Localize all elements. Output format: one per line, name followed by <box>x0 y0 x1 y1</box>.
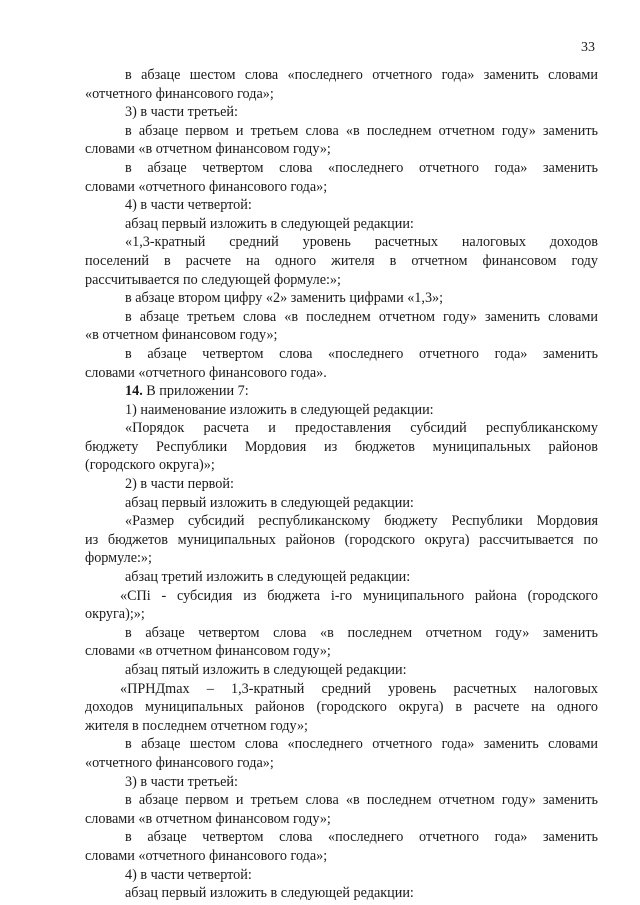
text-line: в абзаце четвертом слова «последнего отчетного года» заменить <box>125 159 598 176</box>
text-line: (городского округа)»; <box>85 457 215 474</box>
text-line: формуле:»; <box>85 550 152 567</box>
text-line: абзац третий изложить в следующей редакции: <box>125 569 411 586</box>
text-line: в абзаце четвертом слова «последнего отчетного года» заменить <box>125 345 598 362</box>
text-line: 3) в части третьей: <box>125 104 238 121</box>
page-number: 33 <box>581 40 595 55</box>
text-line: словами «отчетного финансового года»; <box>85 178 328 195</box>
text-line: абзац первый изложить в следующей редакции: <box>125 215 414 232</box>
text-line: в абзаце шестом слова «последнего отчетного года» заменить словами <box>125 736 598 753</box>
text-line: в абзаце втором цифру «2» заменить цифрами «1,3»; <box>125 290 444 307</box>
text-line: «Порядок расчета и предоставления субсидий республиканскому <box>125 420 598 437</box>
text-line: «отчетного финансового года»; <box>85 85 274 102</box>
text-line: в абзаце первом и третьем слова «в последнем отчетном году» заменить <box>125 122 598 139</box>
text-line: 4) в части четвертой: <box>125 197 252 214</box>
text-line: поселений в расчете на одного жителя в отчетном финансовом году <box>85 252 598 269</box>
text-line: в абзаце четвертом слова «последнего отчетного года» заменить <box>125 829 598 846</box>
text-line: в абзаце третьем слова «в последнем отчетном году» заменить словами <box>125 308 598 325</box>
text-line: в абзаце первом и третьем слова «в последнем отчетном году» заменить <box>125 792 598 809</box>
text-line: в абзаце четвертом слова «в последнем отчетном году» заменить <box>125 624 598 641</box>
text-line: словами «отчетного финансового года»; <box>85 847 328 864</box>
text-line: «ПРНДmax – 1,3-кратный средний уровень расчетных налоговых <box>120 680 598 697</box>
text-line: 3) в части третьей: <box>125 773 238 790</box>
text-line: абзац первый изложить в следующей редакции: <box>125 494 414 511</box>
text-line: 1) наименование изложить в следующей редакции: <box>125 401 434 418</box>
text-line: словами «в отчетном финансовом году»; <box>85 141 331 158</box>
text-line: «отчетного финансового года»; <box>85 754 274 771</box>
text-line: абзац пятый изложить в следующей редакции: <box>125 662 407 678</box>
text-line: 4) в части четвертой: <box>125 866 252 883</box>
text-line: 2) в части первой: <box>125 476 234 493</box>
document-body <box>85 66 598 903</box>
text-line: доходов муниципальных районов (городского округа) в расчете на одного <box>85 699 598 716</box>
text-line: 14. В приложении 7: <box>125 383 249 400</box>
text-line: в абзаце шестом слова «последнего отчетного года» заменить словами <box>125 67 598 83</box>
text-line: «Размер субсидий республиканскому бюджету Республики Мордовия <box>125 513 598 530</box>
text-line: словами «в отчетном финансовом году»; <box>85 810 331 827</box>
text-line: жителя в последнем отчетном году»; <box>85 717 308 734</box>
text-line: рассчитывается по следующей формуле:»; <box>85 271 341 288</box>
text-line: «1,3-кратный средний уровень расчетных налоговых доходов <box>125 234 598 251</box>
text-line: «в отчетном финансовом году»; <box>85 327 278 344</box>
text-line: из бюджетов муниципальных районов (городского округа) рассчитывается по <box>85 531 598 548</box>
text-line: «СПi - субсидия из бюджета i-го муниципального района (городского <box>120 587 598 604</box>
section-number: 14. <box>125 383 143 400</box>
text-line: абзац первый изложить в следующей редакции: <box>125 885 414 902</box>
text-line: словами «отчетного финансового года». <box>85 364 327 381</box>
text-line: словами «в отчетном финансовом году»; <box>85 643 331 660</box>
text-line: бюджету Республики Мордовия из бюджетов муниципальных районов <box>85 438 598 455</box>
text-line: округа);»; <box>85 606 145 623</box>
